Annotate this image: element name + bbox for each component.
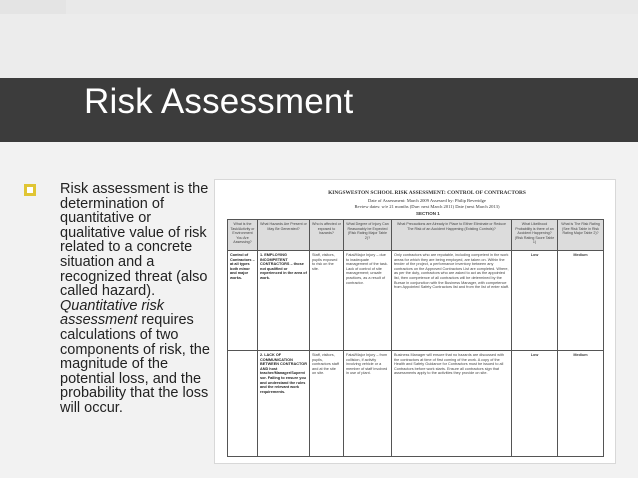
bullet-text-part-2: requires calculations of two components of risk, the magnitude of the potential loss, and the probability that the loss will occur. bbox=[60, 312, 210, 416]
document-title: KINGSWESTON SCHOOL RISK ASSESSMENT: CONTROL OF CONTRACTORS bbox=[328, 190, 526, 196]
table-header-row bbox=[228, 220, 604, 251]
table-row bbox=[228, 251, 604, 351]
injury-cell: Fatal/Major Injury – due to inadequate management of the task. Lack of control of site management; unsafe practices, as a result of contractor. bbox=[344, 251, 392, 351]
likelihood-cell: Low bbox=[512, 351, 558, 457]
affected-cell: Staff, visitors, pupils exposed to risk on the site. bbox=[310, 251, 344, 351]
rating-cell: Medium bbox=[558, 251, 604, 351]
title-bar bbox=[0, 78, 638, 142]
header-cell: What is The Risk Rating (See Risk Table in Risk Rating Major Table 2)? bbox=[558, 220, 604, 251]
section-label: SECTION 1 bbox=[416, 211, 440, 216]
header-cell: What Degree of Injury Can Reasonably be Expected (Risk Rating Major Table 2)? bbox=[344, 220, 392, 251]
header-cell: Who is affected or exposed to hazards? bbox=[310, 220, 344, 251]
slide-title: Risk Assessment bbox=[84, 82, 354, 121]
rating-cell: Medium bbox=[558, 351, 604, 457]
task-cell: Control of Contractors – at all types both minor and major works. bbox=[228, 251, 258, 351]
document-page bbox=[221, 186, 607, 454]
bullet-square-icon bbox=[24, 184, 36, 196]
header-cell: What Likelihood Probability is there of an Accident Happening? (Risk Rating Score Table 1) bbox=[512, 220, 558, 251]
risk-assessment-document-image bbox=[215, 180, 615, 463]
header-cell: What Hazards Are Present or May Be Generated? bbox=[258, 220, 310, 251]
header-cell: What is the Task/Activity or Environment You Are Assessing? bbox=[228, 220, 258, 251]
affected-cell: Staff, visitors, pupils, contractors staff and at the site on site. bbox=[310, 351, 344, 457]
precautions-cell: Only contractors who are reputable, including competent in the work areas for which they are being employed, are taken on. Within the tender of the project, a performance inventory between any contractors on the Approved Contractors List are completed. Where, as per the duty, contractors who are asked to act as the appointed list, then competence of all contractors will be determined by the Bursar in conjunction with the Business Manager, with competence from Appointed Safety Contractors list and from the list of enter staff. bbox=[392, 251, 512, 351]
document-review-line: Review dates: w/e 21 months (Due: next March 2011) Date (next March 2013) bbox=[354, 204, 500, 209]
decor-block bbox=[0, 0, 66, 14]
injury-cell: Fatal/Major Injury – from collision, if activity involving vehicle or a member of staff involved in use of plant. bbox=[344, 351, 392, 457]
risk-table bbox=[227, 219, 604, 457]
likelihood-cell: Low bbox=[512, 251, 558, 351]
hazard-cell: 1. EMPLOYING INCOMPETENT CONTRACTORS – those not qualified or experienced in the area of work. bbox=[258, 251, 310, 351]
bullet-text-italic: Quantitative risk assessment bbox=[60, 297, 164, 329]
decor-block-wide bbox=[66, 0, 638, 14]
header-cell: What Precautions are Already in Place to Either Eliminate or Reduce The Risk of an Accident Happening (Existing Controls)? bbox=[392, 220, 512, 251]
bullet-text-part-1: Risk assessment is the determination of quantitative or qualitative value of risk related to a concrete situation and a recognized threat (also called hazard). bbox=[60, 181, 209, 300]
task-cell bbox=[228, 351, 258, 457]
top-margin bbox=[0, 0, 638, 78]
hazard-cell: 2. LACK OF COMMUNICATION BETWEEN CONTRACTOR AND host teacher/Manager/Supervisor. Failing to ensure you and understand the rules and the relevant work requirements. bbox=[258, 351, 310, 457]
table-row bbox=[228, 351, 604, 457]
precautions-cell: Business Manager will ensure that no hazards are discussed with the contractors at time of first coming of the work. A copy of the Health and Safety Guidance for Contractors must be issued to all Contractors before work starts. Ensure all contractors sign that assessments apply to the activities they provide on site. bbox=[392, 351, 512, 457]
document-date-line: Date of Assessment: March 2009 Assessed by: Philip Beveridge bbox=[368, 198, 486, 203]
bullet-text bbox=[60, 182, 212, 416]
